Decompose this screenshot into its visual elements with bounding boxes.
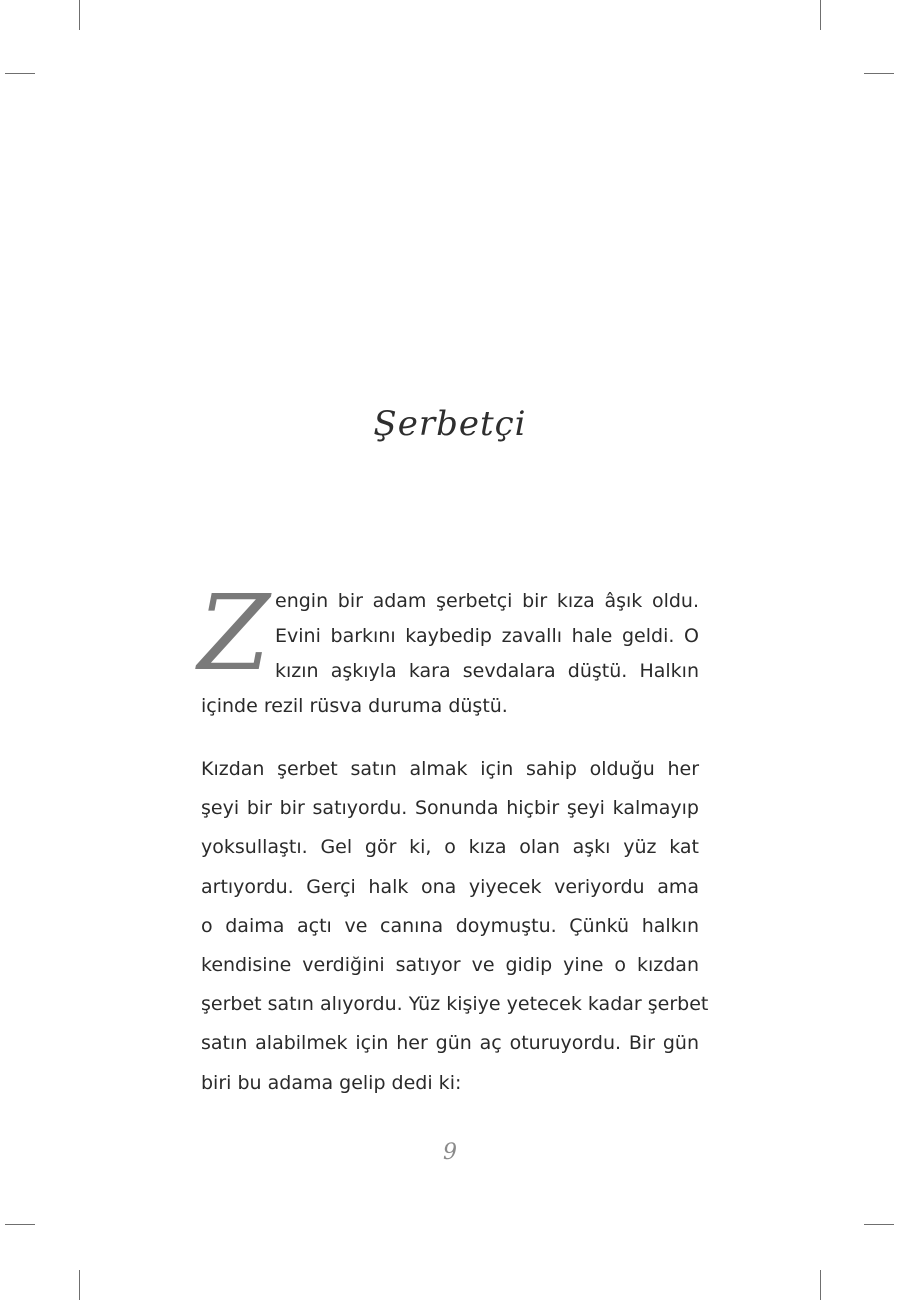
paragraph-line: engin bir adam şerbetçi bir kıza âşık oldu. xyxy=(275,590,699,612)
paragraph-2 xyxy=(201,750,709,1103)
paragraph-line: içinde rezil rüsva duruma düştü. xyxy=(201,695,508,717)
paragraph-1 xyxy=(201,584,699,724)
crop-mark-bottom-right-horizontal xyxy=(864,1224,894,1225)
paragraph-line: biri bu adama gelip dedi ki: xyxy=(201,1071,462,1094)
paragraph-line: satın alabilmek için her gün aç oturuyordu. Bir gün xyxy=(201,1032,699,1055)
crop-mark-top-right-horizontal xyxy=(864,73,894,74)
paragraph-line: o daima açtı ve canına doymuştu. Çünkü halkın xyxy=(201,914,699,937)
paragraph-line: şeyi bir bir satıyordu. Sonunda hiçbir şeyi kalmayıp xyxy=(201,797,699,820)
crop-mark-top-left-horizontal xyxy=(5,73,35,74)
paragraph-line: yoksullaştı. Gel gör ki, o kıza olan aşkı yüz kat xyxy=(201,836,699,859)
paragraph-line: şerbet satın alıyordu. Yüz kişiye yetecek kadar şerbet xyxy=(201,993,709,1016)
drop-cap: Z xyxy=(197,572,271,694)
paragraph-line: kendisine verdiğini satıyor ve gidip yine o kızdan xyxy=(201,954,699,977)
paragraph-line: Evini barkını kaybedip zavallı hale geldi. O xyxy=(275,625,699,647)
crop-mark-bottom-right-vertical xyxy=(820,1270,821,1300)
crop-mark-top-right-vertical xyxy=(820,0,821,30)
paragraph-line: artıyordu. Gerçi halk ona yiyecek veriyordu ama xyxy=(201,875,699,898)
chapter-title: Şerbetçi xyxy=(373,404,527,444)
crop-mark-bottom-left-horizontal xyxy=(5,1224,35,1225)
paragraph-line: Kızdan şerbet satın almak için sahip olduğu her xyxy=(201,758,699,780)
crop-mark-bottom-left-vertical xyxy=(79,1270,80,1300)
paragraph-line: kızın aşkıyla kara sevdalara düştü. Halkın xyxy=(275,660,699,682)
page-number: 9 xyxy=(443,1140,457,1165)
crop-mark-top-left-vertical xyxy=(79,0,80,30)
